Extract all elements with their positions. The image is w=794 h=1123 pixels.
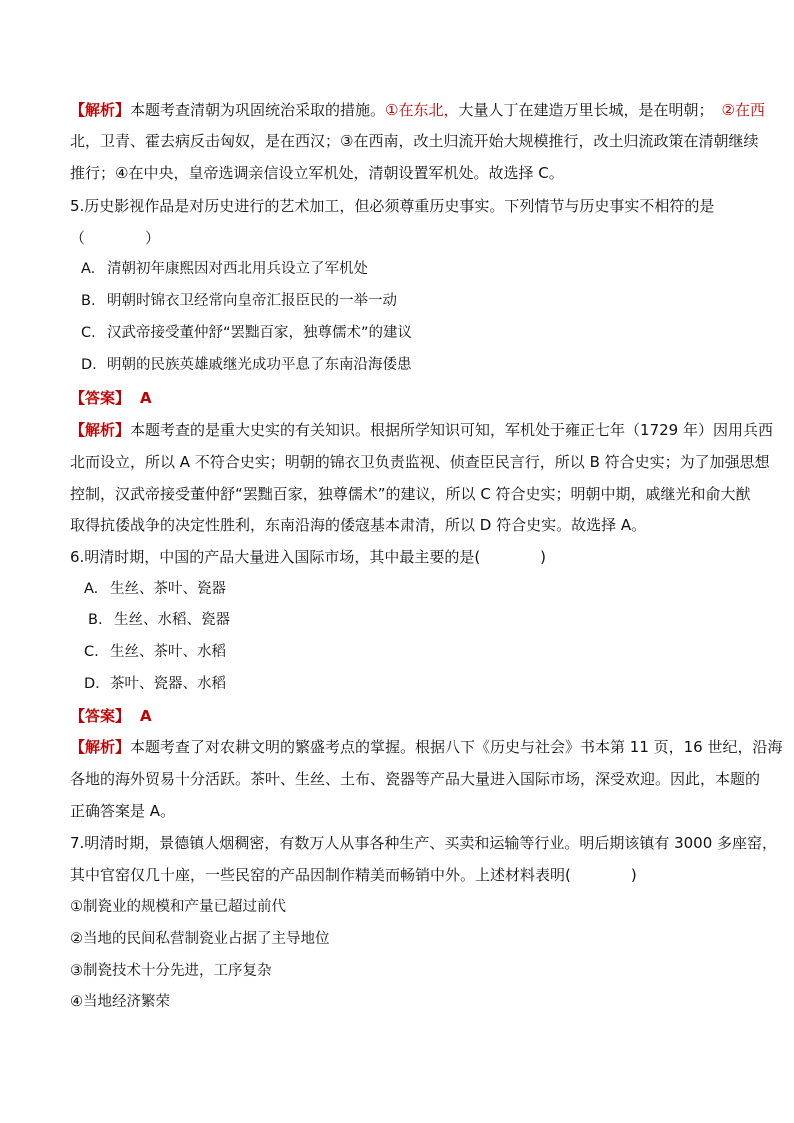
analysis-line — [70, 736, 783, 758]
option-letter: C. — [84, 644, 99, 660]
question-blank: （ ） — [70, 229, 161, 247]
option-letter: C. — [81, 325, 96, 341]
analysis-line: 北，卫青、霍去病反击匈奴，是在西汉；③在西南，改土归流开始大规模推行，改土归流政策在清朝继续 — [70, 132, 759, 150]
option-letter: A. — [84, 581, 99, 597]
analysis-label: 【解析】 — [70, 101, 131, 119]
option-b — [88, 609, 230, 631]
analysis-line: 正确答案是 A。 — [70, 802, 176, 820]
answer-label: 【答案】 — [70, 389, 131, 407]
analysis-line — [70, 419, 773, 441]
analysis-label: 【解析】 — [70, 738, 131, 756]
question-stem: 6.明清时期，中国的产品大量进入国际市场，其中最主要的是( ) — [70, 548, 547, 566]
analysis-line — [70, 99, 765, 121]
option-text: 明朝的民族英雄戚继光成功平息了东南沿海倭患 — [107, 357, 412, 373]
analysis-line: 各地的海外贸易十分活跃。茶叶、生丝、土布、瓷器等产品大量进入国际市场，深受欢迎。因此，本题的 — [70, 770, 761, 788]
analysis-text: 本题考查了对农耕文明的繁盛考点的掌握。根据八下《历史与社会》书本第 11 页，16 世纪，沿海 — [130, 738, 783, 756]
question-stem: 7.明清时期，景德镇人烟稠密，有数万人从事各种生产、买卖和运输等行业。明后期该镇有 3000 多座窑， — [70, 834, 778, 852]
option-c — [84, 641, 226, 663]
question-stem: 其中官窑仅几十座，一些民窑的产品因制作精美而畅销中外。上述材料表明( ) — [70, 866, 637, 884]
analysis-text: 本题考查的是重大史实的有关知识。根据所学知识可知，军机处于雍正七年（1729 年）因用兵西 — [130, 421, 773, 439]
option-letter: D. — [81, 357, 97, 373]
analysis-line: 取得抗倭战争的决定性胜利，东南沿海的倭寇基本肃清，所以 D 符合史实。故选择 A。 — [70, 516, 647, 534]
analysis-line: 控制，汉武帝接受董仲舒“罢黜百家，独尊儒术”的建议，所以 C 符合史实；明朝中期，戚继光和俞大猷 — [70, 485, 751, 503]
highlight-text: ②在西 — [721, 101, 765, 119]
statement-item: ③制瓷技术十分先进，工序复杂 — [70, 963, 272, 979]
analysis-line: 北而设立，所以 A 不符合史实；明朝的锦衣卫负责监视、侦查臣民言行，所以 B 符合史实；为了加强思想 — [70, 453, 770, 471]
option-text: 生丝、茶叶、瓷器 — [110, 581, 226, 597]
option-letter: B. — [81, 293, 96, 309]
option-a — [84, 578, 226, 600]
answer-label: 【答案】 — [70, 707, 131, 725]
option-text: 生丝、水稻、瓷器 — [114, 612, 230, 628]
option-d — [84, 673, 226, 695]
option-letter: D. — [84, 676, 100, 692]
answer-line — [70, 387, 152, 409]
option-c — [81, 322, 412, 344]
option-text: 明朝时锦衣卫经常向皇帝汇报臣民的一举一动 — [107, 293, 397, 309]
analysis-line: 推行；④在中央，皇帝选调亲信设立军机处，清朝设置军机处。故选择 C。 — [70, 164, 564, 182]
answer-value: A — [140, 707, 152, 725]
statement-item: ①制瓷业的规模和产量已超过前代 — [70, 899, 286, 915]
option-letter: A. — [81, 261, 96, 277]
question-stem: 5.历史影视作品是对历史进行的艺术加工，但必须尊重历史事实。下列情节与历史事实不相符的是 — [70, 197, 715, 215]
analysis-text: 大量人丁在建造万里长城，是在明朝； — [458, 101, 714, 119]
option-text: 汉武帝接受董仲舒“罢黜百家，独尊儒术”的建议 — [107, 325, 413, 341]
answer-value: A — [140, 389, 152, 407]
option-text: 清朝初年康熙因对西北用兵设立了军机处 — [107, 261, 368, 277]
analysis-label: 【解析】 — [70, 421, 131, 439]
answer-line — [70, 705, 152, 727]
statement-item: ②当地的民间私营制瓷业占据了主导地位 — [70, 931, 330, 947]
option-text: 生丝、茶叶、水稻 — [110, 644, 226, 660]
option-a — [81, 258, 368, 280]
highlight-text: ①在东北， — [385, 101, 459, 119]
analysis-text: 本题考查清朝为巩固统治采取的措施。 — [130, 101, 386, 119]
option-letter: B. — [88, 612, 103, 628]
statement-item: ④当地经济繁荣 — [70, 994, 170, 1010]
option-b — [81, 290, 397, 312]
option-d — [81, 354, 412, 376]
option-text: 茶叶、瓷器、水稻 — [110, 676, 226, 692]
